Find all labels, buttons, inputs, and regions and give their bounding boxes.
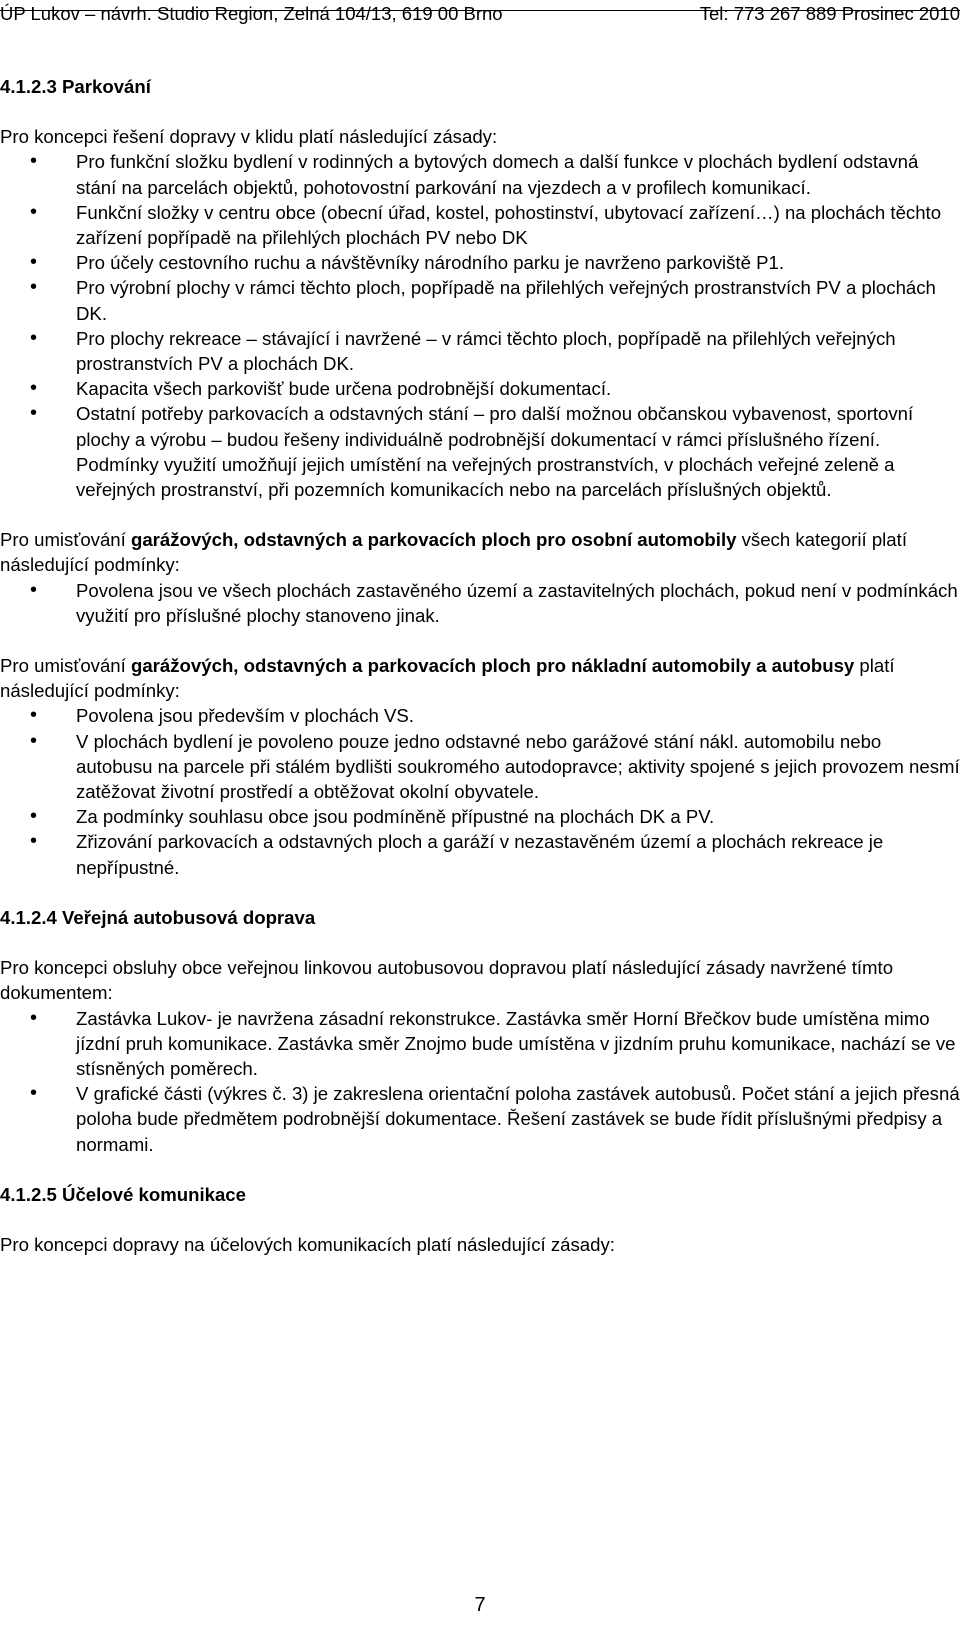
list-item: • V plochách bydlení je povoleno pouze jedno odstavné nebo garážové stání nákl. automobilu nebo autobusu na parcele při stálém bydlišti soukromého autodopravce; aktivity spojené s jejich provozem nesmí zatěžovat životní prostředí a obtěžovat okolní obyvatele. xyxy=(0,729,960,805)
parking-list xyxy=(0,149,960,502)
bus-intro: Pro koncepci obsluhy obce veřejnou linkovou autobusovou dopravou platí následující zásady navržené tímto dokumentem: xyxy=(0,957,894,1004)
freight-lead: Pro umisťování xyxy=(0,655,131,677)
bus-list xyxy=(0,1006,960,1157)
page-number: 7 xyxy=(474,1594,486,1616)
personal-cars-paragraph xyxy=(0,527,960,577)
document-content xyxy=(0,70,960,1257)
personal-bold: garážových, odstavných a parkovacích ploch pro osobní automobily xyxy=(130,529,737,551)
list-item: • Pro účely cestovního ruchu a návštěvníky národního parku je navrženo parkoviště P1. xyxy=(0,250,960,275)
header-left-text: ÚP Lukov – návrh. Studio Region, Zelná 104/13, 619 00 Brno xyxy=(0,3,503,24)
list-item: • Kapacita všech parkovišť bude určena podrobnější dokumentací. xyxy=(0,376,960,401)
page-header xyxy=(0,2,960,24)
parking-intro: Pro koncepci řešení dopravy v klidu platí následující zásady: xyxy=(0,126,498,148)
list-item: • Funkční složky v centru obce (obecní úřad, kostel, pohostinství, ubytovací zařízení…) na plochách těchto zařízení popřípadě na přilehlých plochách PV nebo DK xyxy=(0,200,960,250)
section-heading-parking: 4.1.2.3 Parkování xyxy=(0,76,151,97)
list-item: • Povolena jsou především v plochách VS. xyxy=(0,703,960,728)
freight-paragraph xyxy=(0,653,960,703)
personal-lead: Pro umisťování xyxy=(0,529,131,551)
list-item: • Za podmínky souhlasu obce jsou podmíněně přípustné na plochách DK a PV. xyxy=(0,804,960,829)
list-item: • Ostatní potřeby parkovacích a odstavných stání – pro další možnou občanskou vybavenost, sportovní plochy a výrobu – budou řešeny individuálně podrobnější dokumentací v rámci příslušného řízení. Podmínky využití umožňují jejich umístění na veřejných prostranstvích, v plochách veřejné zeleně a veřejných prostranství, při pozemních komunikacích nebo na parcelách příslušných objektů. xyxy=(0,401,960,502)
list-item: • Povolena jsou ve všech plochách zastavěného území a zastavitelných plochách, pokud není v podmínkách využití pro příslušné plochy stanoveno jinak. xyxy=(0,578,960,628)
list-item: • V grafické části (výkres č. 3) je zakreslena orientační poloha zastávek autobusů. Počet stání a jejich přesná poloha bude předmětem podrobnější dokumentace. Řešení zastávek se bude řídit příslušnými předpisy a normami. xyxy=(0,1081,960,1157)
list-item: • Zřizování parkovacích a odstavných ploch a garáží v nezastavěném území a plochách rekreace je nepřípustné. xyxy=(0,829,960,879)
header-right-text: Tel: 773 267 889 Prosinec 2010 xyxy=(699,3,960,24)
list-item: • Zastávka Lukov- je navržena zásadní rekonstrukce. Zastávka směr Horní Břečkov bude umístěna mimo jízdní pruh komunikace. Zastávka směr Znojmo bude umístěna v jizdním pruhu komunikace, nachází se ve stísněných poměrech. xyxy=(0,1006,960,1082)
freight-bold: garážových, odstavných a parkovacích ploch pro nákladní automobily a autobusy xyxy=(130,655,855,677)
personal-tail: všech kategorií platí následující podmínky: xyxy=(0,529,907,576)
freight-tail: platí následující podmínky: xyxy=(0,655,895,702)
list-item: • Pro plochy rekreace – stávající i navržené – v rámci těchto ploch, popřípadě na přilehlých veřejných prostranstvích PV a plochách DK. xyxy=(0,326,960,376)
list-item: • Pro výrobní plochy v rámci těchto ploch, popřípadě na přilehlých veřejných prostranstvích PV a plochách DK. xyxy=(0,275,960,325)
section-heading-bus: 4.1.2.4 Veřejná autobusová doprava xyxy=(0,906,316,928)
purpose-roads-intro: Pro koncepci dopravy na účelových komunikacích platí následující zásady: xyxy=(0,1233,615,1255)
list-item: • Pro funkční složku bydlení v rodinných a bytových domech a další funkce v plochách bydlení odstavná stání na parcelách objektů, pohotovostní parkování na vjezdech a v profilech komunikací. xyxy=(0,149,960,199)
section-heading-purpose-roads: 4.1.2.5 Účelové komunikace xyxy=(0,1183,246,1205)
freight-list xyxy=(0,703,960,879)
personal-list xyxy=(0,578,960,628)
